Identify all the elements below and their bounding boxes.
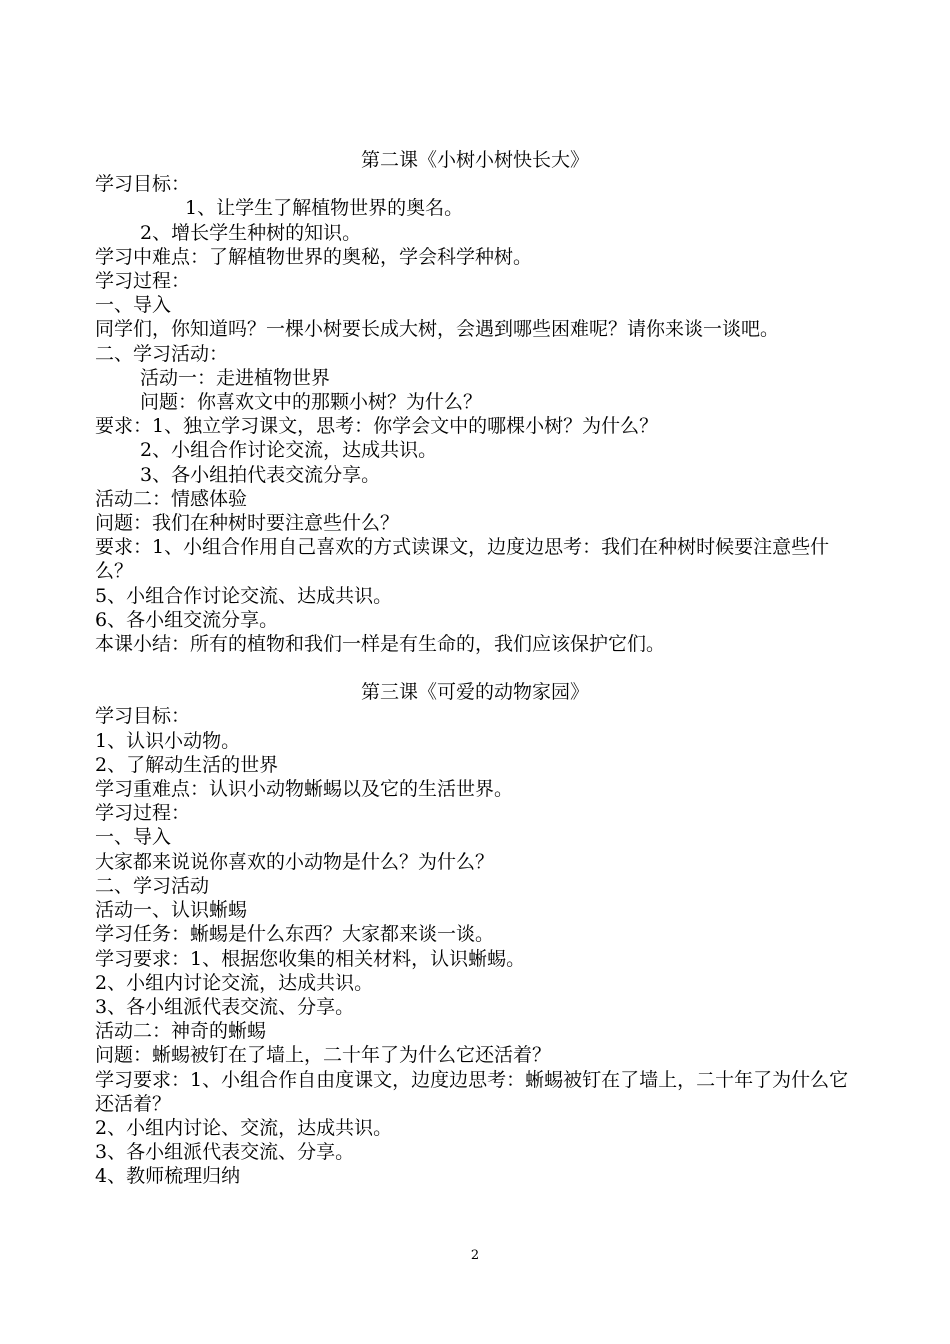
lesson3-title: 第三课《可爱的动物家园》 <box>360 681 589 704</box>
lesson3-intro-heading: 一、导入 <box>95 826 172 849</box>
lesson2-activity2-req-1: 要求：1、小组合作用自己喜欢的方式读课文，边度边思考：我们在种树时候要注意些什么？ <box>95 536 830 583</box>
lesson2-activity1-question: 问题：你喜欢文中的那颗小树？为什么？ <box>140 391 483 414</box>
lesson2-intro-text: 同学们，你知道吗？一棵小树要长成大树，会遇到哪些困难呢？请你来谈一谈吧。 <box>95 318 780 341</box>
lesson3-activity1-req-2: 2、小组内讨论交流，达成共识。 <box>95 971 374 994</box>
lesson2-goals-label: 学习目标： <box>95 173 191 196</box>
section-gap <box>95 656 895 680</box>
lesson2-goal-1: 1、让学生了解植物世界的奥名。 <box>185 197 464 220</box>
lesson2-activity1-req-1: 要求：1、独立学习课文，思考：你学会文中的哪棵小树？为什么？ <box>95 415 659 438</box>
lesson2-key-points: 学习中难点：了解植物世界的奥秘，学会科学种树。 <box>95 245 533 268</box>
lesson2-activity-heading: 二、学习活动： <box>95 342 229 365</box>
lesson3-activity2-req-2: 2、小组内讨论、交流，达成共识。 <box>95 1116 393 1139</box>
lesson2-goal-2: 2、增长学生种树的知识。 <box>140 221 362 244</box>
lesson3-activity2-req-3: 3、各小组派代表交流、分享。 <box>95 1141 355 1164</box>
lesson2-activity2-question: 问题：我们在种树时要注意些什么？ <box>95 512 400 535</box>
lesson3-activity2-req-1: 学习要求：1、小组合作自由度课文，边度边思考：蜥蜴被钉在了墙上，二十年了为什么它还活着？ <box>95 1068 849 1115</box>
lesson3-process-label: 学习过程： <box>95 802 191 825</box>
lesson2-intro-heading: 一、导入 <box>95 294 172 317</box>
lesson2-activity2-req-3: 6、各小组交流分享。 <box>95 608 279 631</box>
lesson2-summary: 本课小结：所有的植物和我们一样是有生命的，我们应该保护它们。 <box>95 633 666 656</box>
document-body <box>95 148 895 1189</box>
lesson3-goals-label: 学习目标： <box>95 705 191 728</box>
lesson2-activity2-req-2: 5、小组合作讨论交流、达成共识。 <box>95 584 393 607</box>
lesson2-activity1-req-2: 2、小组合作讨论交流，达成共识。 <box>140 439 438 462</box>
lesson3-activity2-req-4: 4、教师梳理归纳 <box>95 1165 241 1188</box>
lesson3-activity2-title: 活动二：神奇的蜥蜴 <box>95 1020 267 1043</box>
lesson3-activity1-req-1: 学习要求：1、根据您收集的相关材料，认识蜥蜴。 <box>95 947 526 970</box>
lesson3-key-points: 学习重难点：认识小动物蜥蜴以及它的生活世界。 <box>95 778 514 801</box>
lesson3-activity1-title: 活动一、认识蜥蜴 <box>95 899 248 922</box>
lesson3-goal-2: 2、了解动生活的世界 <box>95 753 279 776</box>
page-number: 2 <box>470 1248 480 1263</box>
lesson2-activity1-req-3: 3、各小组拍代表交流分享。 <box>140 463 381 486</box>
lesson2-activity2-title: 活动二：情感体验 <box>95 487 248 510</box>
lesson2-activity1-title: 活动一：走进植物世界 <box>140 366 331 389</box>
lesson3-activity1-req-3: 3、各小组派代表交流、分享。 <box>95 995 355 1018</box>
lesson3-intro-text: 大家都来说说你喜欢的小动物是什么？为什么？ <box>95 850 495 873</box>
lesson3-activity2-question: 问题：蜥蜴被钉在了墙上，二十年了为什么它还活着？ <box>95 1044 552 1067</box>
lesson3-goal-1: 1、认识小动物。 <box>95 729 241 752</box>
lesson2-process-label: 学习过程： <box>95 270 191 293</box>
lesson3-activity1-task: 学习任务：蜥蜴是什么东西？大家都来谈一谈。 <box>95 923 495 946</box>
lesson3-activity-heading: 二、学习活动 <box>95 874 210 897</box>
lesson2-title: 第二课《小树小树快长大》 <box>360 149 589 171</box>
